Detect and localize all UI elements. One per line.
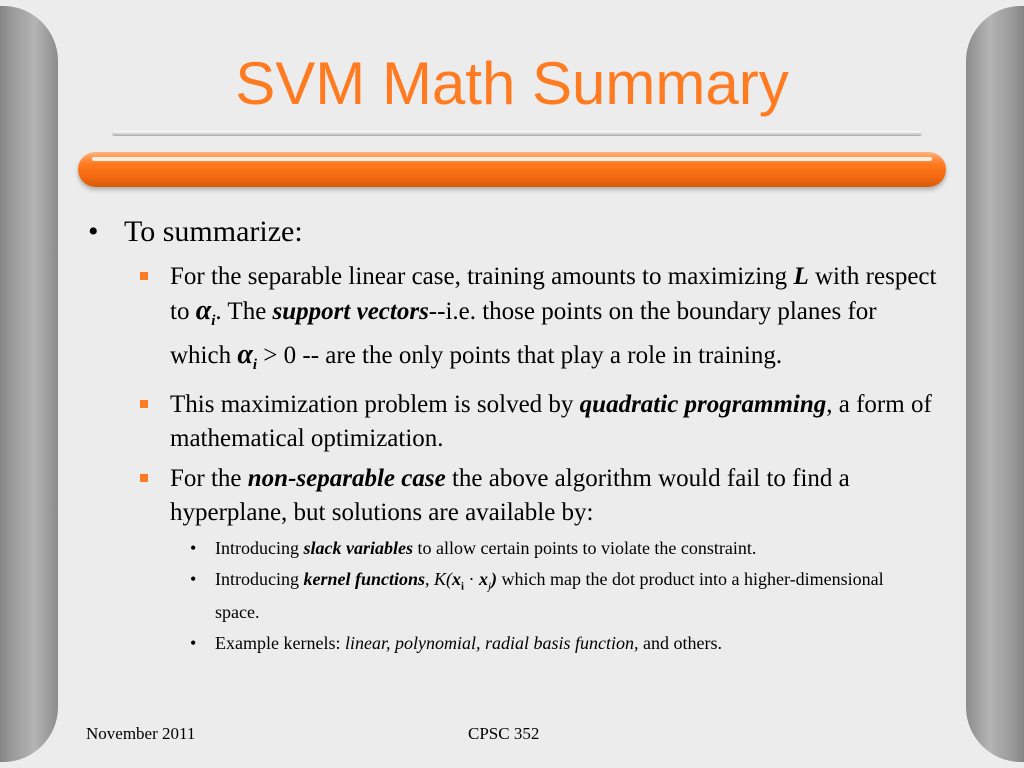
bullet-quadratic-programming: This maximization problem is solved by quadratic programming, a form of mathematical optimization. — [84, 388, 940, 456]
footer-course: CPSC 352 — [468, 724, 540, 743]
sub-bullet-dot: • — [190, 538, 197, 558]
sub-bullet-dot: • — [190, 569, 197, 589]
square-bullet-icon — [140, 400, 148, 408]
quadratic-programming-term: quadratic programming — [579, 391, 827, 418]
slack-variables-term: slack variables — [303, 538, 413, 558]
square-bullet-icon — [140, 272, 148, 280]
title-orange-bar — [78, 152, 946, 187]
bullet-to-summarize — [84, 214, 944, 250]
non-separable-case-term: non-separable case — [247, 465, 446, 492]
bullet-dot: • — [88, 215, 99, 248]
sub-bullet-kernel-functions: • Introducing kernel functions, $K(x_i \cdot x_j)$ which map the dot product into a higher-dimensional space. — [190, 569, 884, 622]
alpha-symbol: α — [237, 339, 253, 370]
slide-title: SVM Math Summary — [235, 50, 789, 117]
sub-bullet-example-kernels: • Example kernels: linear, polynomial, radial basis function, and others. — [84, 631, 915, 656]
square-bullet-icon — [140, 474, 148, 482]
right-side-decoration — [966, 6, 1024, 762]
left-side-decoration — [0, 6, 58, 762]
bullet-separable-case: For the separable linear case, training amounts to maximizing L with respect to $\alpha_i$. The support vectors--i.e. those points on the boundary planes for which $\alpha_i > 0$ -- are the only points that play a role in training. — [84, 260, 940, 382]
alpha-symbol: α — [195, 295, 212, 326]
footer-date: November 2011 — [86, 724, 196, 743]
sub-bullet-slack-variables: • Introducing slack variables to allow certain points to violate the constraint. — [84, 536, 915, 561]
kernel-list: linear, polynomial, radial basis function, — [344, 632, 639, 653]
bullet-non-separable-case: For the non-separable case the above algorithm would fail to find a hyperplane, but solutions are available by: — [84, 462, 940, 530]
lagrangian-L: L — [793, 263, 809, 290]
bullet-text: To summarize: — [124, 215, 303, 248]
kernel-functions-term: kernel functions — [303, 569, 426, 589]
sub-bullet-dot: • — [190, 632, 197, 653]
slide-content — [84, 214, 944, 662]
title-divider-line — [112, 131, 922, 136]
support-vectors-term: support vectors — [272, 298, 429, 325]
